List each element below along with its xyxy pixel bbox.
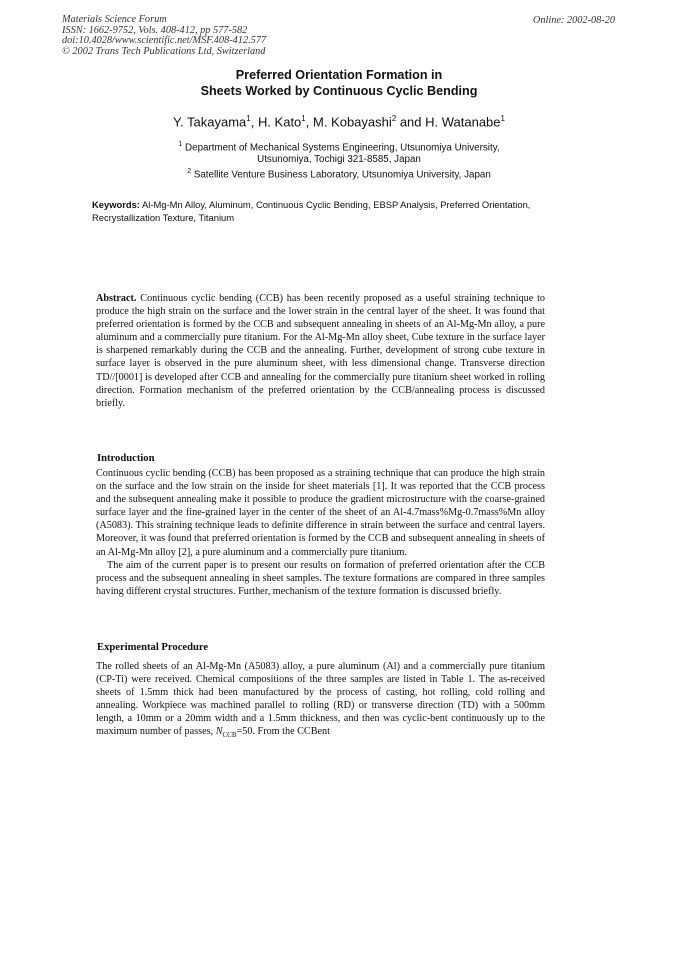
online-date: Online: 2002-08-20 [532,15,615,26]
ccb-pass-subscript: CCB [222,731,237,740]
author-separator: , [305,114,313,130]
introduction-heading: Introduction [97,453,155,464]
author-affiliation-mark: 1 [500,114,505,123]
introduction-paragraph-2: The aim of the current paper is to present our results on formation of preferred orientation after the CCB process and the subsequent annealing in sheet samples. The texture formations are compared in three samples having different crystal structures. Further, mechanism of the texture formation is discussed briefly. [96,559,545,597]
paper-title [0,68,678,99]
affiliation-text: Department of Mechanical Systems Engineering, Utsunomiya University, [185,142,500,154]
title-line-2: Sheets Worked by Continuous Cyclic Bending [200,83,478,98]
author-affiliation-mark: 1 [301,114,306,123]
author-affiliation-mark: 1 [246,114,251,123]
author-separator: and [396,114,426,130]
experimental-paragraph-1: The rolled sheets of an Al-Mg-Mn (A5083) alloy, a pure aluminum (Al) and a commercially pure titanium (CP-Ti) were received. Chemical compositions of the three samples are listed in Table 1. The as-received sheets of 1.5mm thick had been manufactured by the process of casting, hot rolling, cold rolling and annealing. Workpiece was machined parallel to rolling (RD) or transverse direction (TD) with a 500mm length, a 10mm or a 20mm width and a 1.5mm thickness, and then was cyclic-bent continuously up to the maximum number of passes, [96,661,545,738]
keywords-text: Al-Mg-Mn Alloy, Aluminum, Continuous Cyclic Bending, EBSP Analysis, Preferred Orientation, Recrystallization Texture, Titanium [92,199,531,223]
affiliation-text: Utsunomiya, Tochigi 321-8585, Japan [257,154,421,166]
author-name: Y. Takayama [173,114,247,130]
experimental-heading: Experimental Procedure [97,642,209,653]
author-affiliation-mark: 2 [391,114,397,123]
journal-header [62,15,266,57]
keywords-label: Keywords: [92,199,140,210]
copyright: © 2002 Trans Tech Publications Ltd, Switzerland [62,45,266,57]
issn: ISSN: 1662-9752, Vols. 408-412, pp 577-582 [62,24,248,36]
abstract [96,292,545,410]
keywords [92,199,532,224]
introduction-paragraph-1: Continuous cyclic bending (CCB) has been proposed as a straining technique that can produce the high strain on the surface and the low strain on the inside for sheet materials [1]. It was reported that the CCB process and the subsequent annealing make it possible to produce the gradient microstructure with the coarse-grained surface layer and the fine-grained layer in the center of the sheet of an Al-4.7mass%Mg-0.7mass%Mn alloy (A5083). This straining technique leads to definite difference in strain between the surface and central layers. Moreover, it was found that preferred orientation is formed by the CCB and subsequent annealing in sheets of an Al-Mg-Mn alloy [2], a pure aluminum and a commercially pure titanium. [96,468,545,558]
journal-name: Materials Science Forum [62,14,167,25]
ccb-pass-variable: N [215,726,223,738]
affiliation-number: 2 [187,168,192,175]
abstract-text: Continuous cyclic bending (CCB) has been recently proposed as a useful straining technique to produce the high strain on the surface and the lower strain in the central layer of the sheet. It was found that preferred orientation is formed by the CCB and subsequent annealing in sheets of an Al-Mg-Mn alloy, a pure aluminum and a commercially pure titanium. For the Al-Mg-Mn alloy sheet, Cube texture in the surface layer is sharpened remarkably during the CCB and the annealing. Further, development of strong cube texture in surface layer is observed in the pure aluminum sheet, with less dimensional change. Transverse direction TD//[0001] is developed after CCB and annealing for the commercially pure titanium sheet worked in rolling direction. Formation mechanism of the preferred orientation by the CCB/annealing process is discussed briefly. [96,293,546,409]
author-name: M. Kobayashi [312,114,392,130]
author-list [0,114,678,129]
experimental-body [96,660,545,743]
author-name: H. Kato [257,114,302,130]
doi: doi:10.4028/www.scientific.net/MSF.408-412.577 [62,35,267,47]
introduction-body [96,467,545,598]
author-name: H. Watanabe [425,114,501,130]
abstract-label: Abstract. [96,293,137,304]
affiliation-text: Satellite Venture Business Laboratory, Utsunomiya University, Japan [193,169,491,181]
affiliation-number: 1 [178,141,183,148]
affiliation-1 [0,139,678,166]
title-line-1: Preferred Orientation Formation in [235,68,443,82]
experimental-tail: =50. From the CCBent [236,726,330,738]
affiliation-2 [0,166,678,181]
author-separator: , [250,114,258,130]
